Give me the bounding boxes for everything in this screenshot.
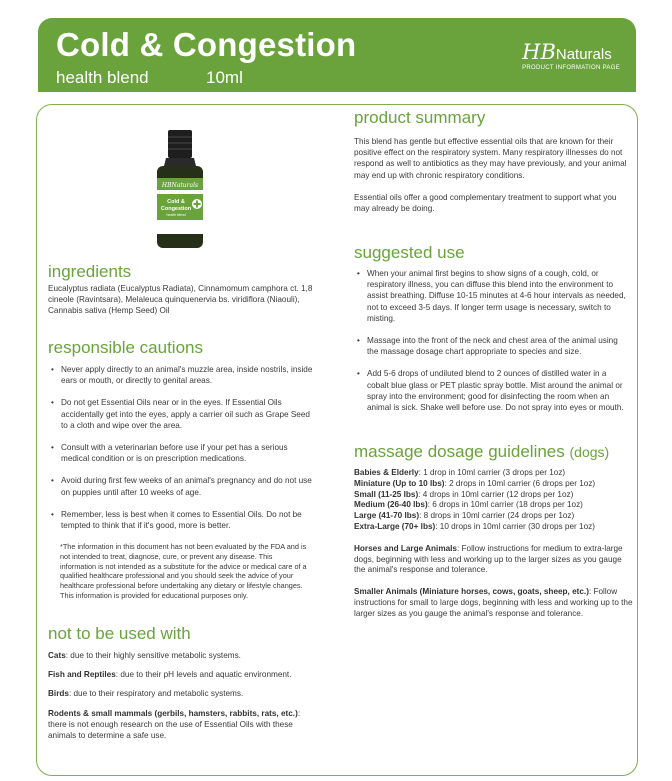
- dosage-heading: massage dosage guidelines (dogs): [354, 442, 610, 461]
- dosage-heading-suffix: (dogs): [569, 444, 610, 460]
- not-used-heading: not to be used with: [48, 624, 191, 643]
- dosage-row: Extra-Large (70+ lbs): 10 drops in 10ml carrier (30 drops per 1oz): [354, 521, 595, 531]
- not-used-item: Birds: due to their respiratory and metabolic systems.: [48, 689, 244, 699]
- dosage-row: Babies & Elderly: 1 drop in 10ml carrier (3 drops per 1oz): [354, 468, 566, 477]
- suggested-item: • When your animal first begins to show signs of a cough, cold, or respiratory illness, you can diffuse this blend into the environment to assist breathing. Diffuse 10-15 minutes at 4-6 hour intervals as needed, not to exceed 3-5 days. If longer term usage is necessary, switch to misting.: [356, 268, 628, 324]
- dosage-row: Miniature (Up to 10 lbs): 2 drops in 10ml carrier (6 drops per 1oz): [354, 478, 596, 488]
- header-banner: [38, 18, 636, 92]
- ingredients-heading: ingredients: [48, 262, 132, 281]
- product-bottle-image: [150, 128, 210, 252]
- horses-text: Horses and Large Animals: Follow instructions for medium to extra-large dogs, beginning with less and working up to the larger sizes as you gauge the animal's response and tolerance.: [354, 543, 623, 575]
- suggested-list: [356, 268, 628, 413]
- bottle-line3: health blend: [166, 213, 186, 217]
- not-used-item: Rodents & small mammals (gerbils, hamsters, rabbits, rats, etc.): there is not enough research on the use of Essential Oils with these animals to determine a safe use.: [48, 708, 301, 741]
- bottle-line1: Cold &: [167, 199, 185, 205]
- summary-paragraph: Essential oils offer a good complementary treatment to support what you may already be doing.: [354, 192, 617, 214]
- summary-text: [354, 136, 630, 214]
- bottle-line2: Congestion: [160, 206, 192, 212]
- caution-item: • Remember, less is best when it comes to Essential Oils. Do not be tempted to think that if it's good, more is better.: [50, 509, 314, 531]
- caution-item: • Do not get Essential Oils near or in the eyes. If Essential Oils accidentally get into the eyes, apply a carrier oil such as Grape Seed to a cloth and wipe over the area.: [50, 397, 314, 431]
- cautions-heading: responsible cautions: [48, 338, 203, 357]
- product-volume: 10ml: [206, 68, 243, 87]
- brand-logo: [522, 40, 620, 71]
- caution-item: • Never apply directly to an animal's muzzle area, inside nostrils, inside ears or mouth, or directly to genital areas.: [50, 364, 314, 386]
- brand-name: Naturals: [555, 46, 612, 63]
- disclaimer-text: *The information in this document has not been evaluated by the FDA and is not intended to treat, diagnose, cure, or prevent any disease. This information is not intended as a substitute for the advice or medical care of a qualified healthcare professional and you should seek the advice of your healthcare professional before undertaking any dietary or lifestyle changes. This information is provided for educational purposes only.: [60, 542, 307, 600]
- dosage-row: Large (41-70 lbs): 8 drops in 10ml carrier (24 drops per 1oz): [354, 511, 575, 521]
- product-subtitle: health blend: [56, 68, 149, 87]
- caution-item: • Consult with a veterinarian before use if your pet has a serious medical condition or is on prescription medications.: [50, 442, 314, 464]
- dosage-table: [354, 468, 634, 620]
- bottle-brand: HBNaturals: [161, 182, 199, 189]
- summary-paragraph: This blend has gentle but effective essential oils that are known for their positive effect on the respiratory system. Many respiratory illnesses do not respond as well to antibiotics as they may have previously, and your animal may end up with chronic respiratory conditions.: [354, 137, 627, 180]
- not-used-item: Fish and Reptiles: due to their pH levels and aquatic environment.: [48, 670, 292, 680]
- dosage-row: Medium (26-40 lbs): 6 drops in 10ml carrier (18 drops per 1oz): [354, 500, 583, 510]
- summary-heading: product summary: [354, 108, 486, 127]
- product-title: Cold & Congestion: [56, 26, 357, 63]
- small-animals-text: Smaller Animals (Miniature horses, cows, goats, sheep, etc.): Follow instructions for small to large dogs, beginning with less and working up to the larger sizes as you gauge the animal's response and tolerance.: [354, 587, 633, 618]
- not-used-list: [48, 650, 310, 741]
- brand-initials: HB: [522, 40, 556, 64]
- cautions-list: [50, 364, 314, 531]
- caution-item: • Avoid during first few weeks of an animal's pregnancy and do not use on puppies until after 10 weeks of age.: [50, 475, 314, 497]
- not-used-item: Cats: due to their highly sensitive metabolic systems.: [48, 651, 241, 660]
- suggested-heading: suggested use: [354, 243, 465, 262]
- brand-tagline: PRODUCT INFORMATION PAGE: [522, 65, 620, 71]
- suggested-item: • Add 5-6 drops of undiluted blend to 2 ounces of distilled water in a cobalt blue glass or PET plastic spray bottle. Mist around the animal or spray into the environment; good for disinfecting the room when an animal is sick. Shake well before use. Do not spray into eyes or mouth.: [356, 368, 628, 413]
- ingredients-text: Eucalyptus radiata (Eucalyptus Radiata), Cinnamomum camphora ct. 1,8 cineole (Ravintsara), Melaleuca quinquenervia bs. viridiflora (Niaouli), Cannabis sativa (Hemp Seed) Oil: [48, 284, 313, 316]
- suggested-item: • Massage into the front of the neck and chest area of the animal using the massage dosage chart appropriate to species and size.: [356, 335, 628, 357]
- dosage-row: Small (11-25 lbs): 4 drops in 10ml carrier (12 drops per 1oz): [354, 489, 574, 499]
